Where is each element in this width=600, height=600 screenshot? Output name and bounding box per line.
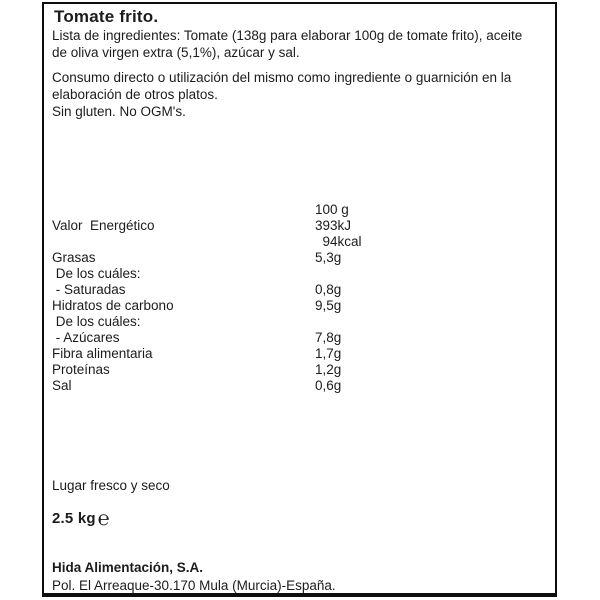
nutrient-value: 1,2g bbox=[315, 362, 342, 377]
nutrition-column-header: 100 g bbox=[315, 202, 349, 217]
nutrient-name: De los cuáles: bbox=[52, 314, 141, 329]
table-row bbox=[52, 266, 539, 282]
nutrient-value: 0,8g bbox=[315, 282, 342, 297]
product-label-box bbox=[42, 2, 557, 597]
table-row bbox=[52, 298, 539, 314]
nutrient-value: 94kcal bbox=[315, 234, 362, 249]
net-weight bbox=[52, 509, 110, 529]
nutrient-name bbox=[52, 234, 315, 250]
usage-text: Consumo directo o utilización del mismo como ingrediente o guarnición en la elaboración de otros platos. bbox=[52, 70, 512, 102]
estimated-sign-icon: ℮ bbox=[97, 508, 110, 530]
table-row bbox=[52, 234, 539, 250]
nutrient-name: - Saturadas bbox=[52, 282, 126, 297]
claims-text: Sin gluten. No OGM's. bbox=[52, 104, 186, 119]
nutrient-name: Valor Energético bbox=[52, 218, 155, 233]
table-row bbox=[52, 250, 539, 266]
nutrient-name: Sal bbox=[52, 378, 72, 393]
table-row bbox=[52, 282, 539, 298]
nutrient-value: 1,7g bbox=[315, 346, 342, 361]
table-row bbox=[52, 378, 539, 394]
nutrition-header-spacer bbox=[52, 202, 315, 218]
nutrient-value: 9,5g bbox=[315, 298, 342, 313]
nutrient-value: 7,8g bbox=[315, 330, 342, 345]
table-row bbox=[52, 218, 539, 234]
nutrient-name: Fibra alimentaria bbox=[52, 346, 153, 361]
table-row bbox=[52, 346, 539, 362]
nutrient-name: De los cuáles: bbox=[52, 266, 141, 281]
storage-instructions: Lugar fresco y seco bbox=[52, 478, 170, 493]
product-title: Tomate frito. bbox=[54, 7, 159, 26]
nutrition-table bbox=[52, 202, 539, 394]
ingredients-text: Lista de ingredientes: Tomate (138g para elaborar 100g de tomate frito), aceite de oliva virgen extra (5,1%), azúcar y sal. bbox=[52, 28, 523, 60]
manufacturer-address: Pol. El Arreaque-30.170 Mula (Murcia)-España. bbox=[52, 577, 336, 593]
table-row bbox=[52, 314, 539, 330]
nutrient-value: 0,6g bbox=[315, 378, 342, 393]
nutrition-header-row bbox=[52, 202, 539, 218]
nutrient-value bbox=[315, 314, 539, 330]
table-row bbox=[52, 330, 539, 346]
net-weight-value: 2.5 kg bbox=[52, 510, 96, 527]
manufacturer-name: Hida Alimentación, S.A. bbox=[52, 560, 204, 575]
nutrient-name: Proteínas bbox=[52, 362, 110, 377]
nutrient-name: - Azúcares bbox=[52, 330, 120, 345]
nutrient-name: Grasas bbox=[52, 250, 96, 265]
nutrient-name: Hidratos de carbono bbox=[52, 298, 174, 313]
nutrient-value: 5,3g bbox=[315, 250, 342, 265]
table-row bbox=[52, 362, 539, 378]
nutrient-value: 393kJ bbox=[315, 218, 352, 233]
nutrient-value bbox=[315, 266, 539, 282]
manufacturer-block bbox=[52, 559, 539, 594]
